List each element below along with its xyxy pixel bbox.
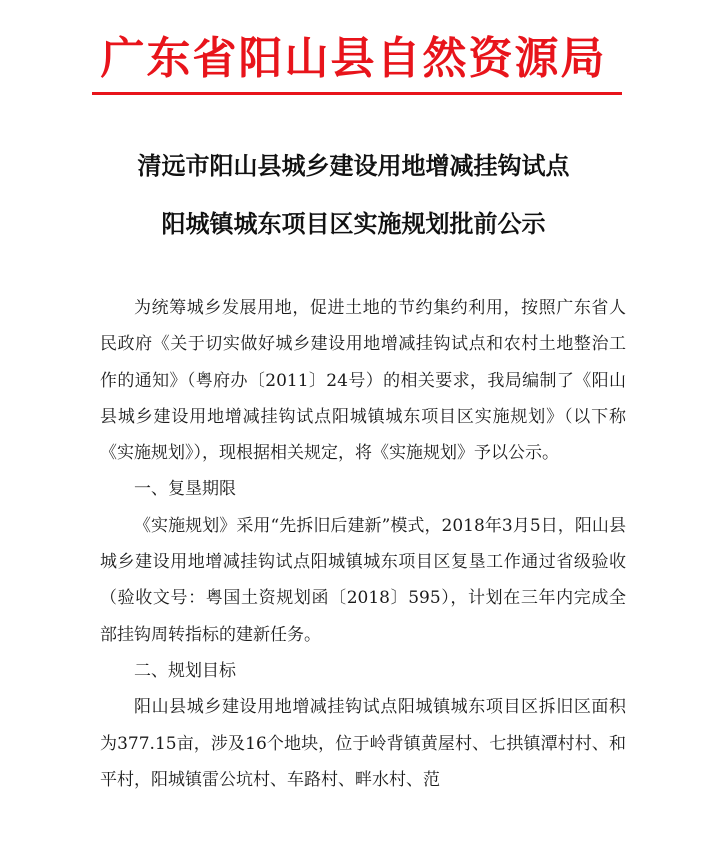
section-1-heading: 一、复垦期限 [134, 479, 236, 500]
document-body [100, 290, 626, 798]
intro-paragraph: 为统筹城乡发展用地，促进土地的节约集约利用，按照广东省人民政府《关于切实做好城乡建设用地增减挂钩试点和农村土地整治工作的通知》（粤府办〔2011〕24号）的相关要求，我局编制了《阳山县城乡建设用地增减挂钩试点阳城镇城东项目区实施规划》（以下称《实施规划》），现根据相关规定，将《实施规划》予以公示。 [100, 298, 626, 464]
header-red-rule [92, 92, 622, 95]
section-2-paragraph: 阳山县城乡建设用地增减挂钩试点阳城镇城东项目区拆旧区面积为377.15亩，涉及16个地块，位于岭背镇黄屋村、七拱镇潭村村、和平村，阳城镇雷公坑村、车路村、畔水村、范 [100, 697, 626, 790]
document-title-line-2: 阳城镇城东项目区实施规划批前公示 [161, 210, 546, 238]
section-1-paragraph: 《实施规划》采用“先拆旧后建新”模式，2018年3月5日，阳山县城乡建设用地增减挂钩试点阳城镇城东项目区复垦工作通过省级验收（验收文号：粤国土资规划函〔2018〕595），计划在三年内完成全部挂钩周转指标的建新任务。 [100, 515, 626, 645]
section-2-heading: 二、规划目标 [134, 660, 236, 681]
issuing-organization-header: 广东省阳山县自然资源局 [100, 33, 607, 84]
document-title-line-1: 清远市阳山县城乡建设用地增减挂钩试点 [137, 152, 570, 180]
